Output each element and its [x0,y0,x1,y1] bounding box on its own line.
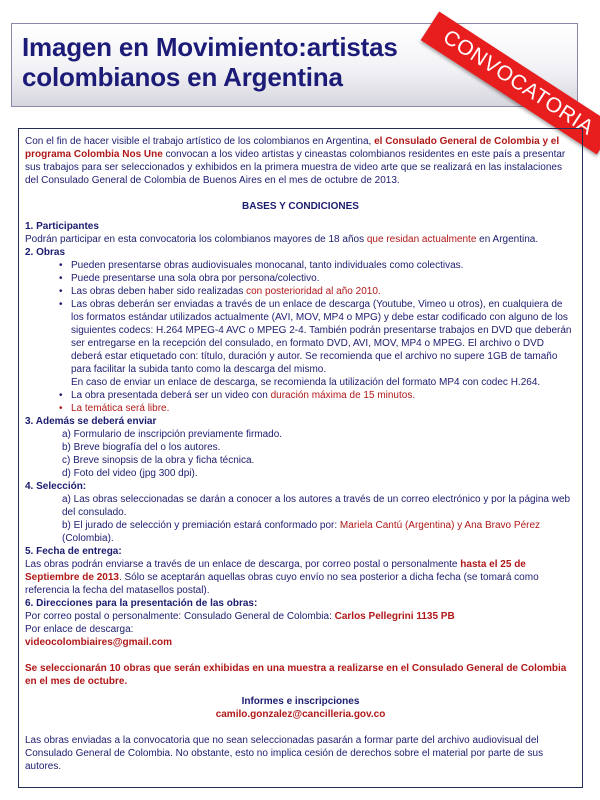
section-direcciones-heading: 6. Direcciones para la presentación de las obras: [25,598,258,609]
jury-names: Mariela Cantú (Argentina) y Ana Bravo Pérez [339,520,541,531]
section-fecha-text: Las obras podrán enviarse a través de un enlace de descarga, por correo postal o personalmente hasta el 25 de Septiembre de 2013. Sólo se aceptarán aquellas obras cuyo envío no sea posterior a dicha fecha (se tomará como referencia la fecha del matasellos postal). [25,559,539,596]
download-link-label: Por enlace de descarga: [25,624,134,635]
page-title [22,32,398,92]
list-item: b) El jurado de selección y premiación estará conformado por: Mariela Cantú (Argentina) y Ana Bravo Pérez (Colombia). [62,520,541,544]
list-item: a) Las obras seleccionadas se darán a conocer a los autores a través de un correo electrónico y por la página web del consulado. [62,494,571,518]
list-item: b) Breve biografía del o los autores. [62,442,221,453]
list-item: c) Breve sinopsis de la obra y ficha técnica. [62,455,255,466]
closing-paragraph: Las obras enviadas a la convocatoria que no sean seleccionadas pasarán a formar parte del archivo audiovisual del Consulado General de Colombia. No obstante, esto no implica cesión de derechos sobre el material por parte de sus autores. [25,735,544,772]
section-obras-heading: 2. Obras [25,247,66,258]
selection-note: Se seleccionarán 10 obras que serán exhibidas en una muestra a realizarse en el Consulado General de Colombia en el mes de octubre. [25,663,567,687]
list-item: a) Formulario de inscripción previamente firmado. [62,429,283,440]
title-line-1: Imagen en Movimiento:artistas [22,32,398,62]
bases-title: BASES Y CONDICIONES [242,201,359,212]
info-email-link[interactable]: camilo.gonzalez@cancilleria.gov.co [215,709,386,720]
list-item: • La temática será libre. [59,403,170,414]
list-item: • La obra presentada deberá ser un video con duración máxima de 15 minutos. [59,390,416,401]
postal-address: Carlos Pellegrini 1135 PB [334,611,455,622]
list-item: • Pueden presentarse obras audiovisuales monocanal, tanto individuales como colectivas. [59,260,464,271]
deadline: hasta el 25 de Septiembre de 2013 [25,559,526,583]
section-participantes-text: Podrán participar en esta convocatoria los colombianos mayores de 18 años que residan actualmente en Argentina. [25,234,539,245]
section-seleccion-heading: 4. Selección: [25,481,87,492]
postal-address-line: Por correo postal o personalmente: Consulado General de Colombia: Carlos Pellegrini 1135 PB [25,611,455,622]
section-enviar-heading: 3. Además se deberá enviar [25,416,157,427]
convocatoria-ribbon: CONVOCATORIA [421,12,600,155]
section-fecha-heading: 5. Fecha de entrega: [25,546,122,557]
section-participantes-heading: 1. Participantes [25,221,99,232]
submission-email-link[interactable]: videocolombiaires@gmail.com [25,637,173,648]
list-item: d) Foto del video (jpg 300 dpi). [62,468,198,479]
info-heading: Informes e inscripciones [241,696,360,707]
title-line-2: colombianos en Argentina [22,62,343,92]
content-box [18,128,583,788]
list-item: • Puede presentarse una sola obra por persona/colectivo. [59,273,320,284]
format-note: En caso de enviar un enlace de descarga, se recomienda la utilización del formato MP4 con codec H.264. [71,377,541,388]
list-item: • Las obras deberán ser enviadas a través de un enlace de descarga (Youtube, Vimeo u otros), en cualquiera de los formatos estándar utilizados actualmente (AVI, MOV, MP4 o MPG) y debe estar codificado con alguno de los siguientes codecs: H.264 MPEG-4 AVC o MPEG 2-4. También podrán presentarse trabajos en DVD que deberán ser entregarse en la recepción del consulado, en formato DVD, AVI, MOV, MP4 o MPEG. El archivo o DVD deberá estar etiquetado con: título, duración y autor. Se recomienda que el archivo no supere 1GB de tamaño para facilitar la subida tanto como la descarga del mismo. [59,299,572,375]
organizers-highlight: el Consulado General de Colombia y el programa Colombia Nos Une [25,136,560,160]
list-item: • Las obras deben haber sido realizadas con posterioridad al año 2010. [59,286,381,297]
intro-paragraph: Con el fin de hacer visible el trabajo artístico de los colombianos en Argentina, el Consulado General de Colombia y el programa Colombia Nos Une convocan a los video artistas y cineastas colombianos residentes en este país a presentar sus trabajos para ser seleccionados y exhibidos en la primera muestra de video arte que se realizará en las instalaciones del Consulado General de Colombia de Buenos Aires en el mes de octubre de 2013. [25,136,566,186]
obras-list [25,259,576,376]
